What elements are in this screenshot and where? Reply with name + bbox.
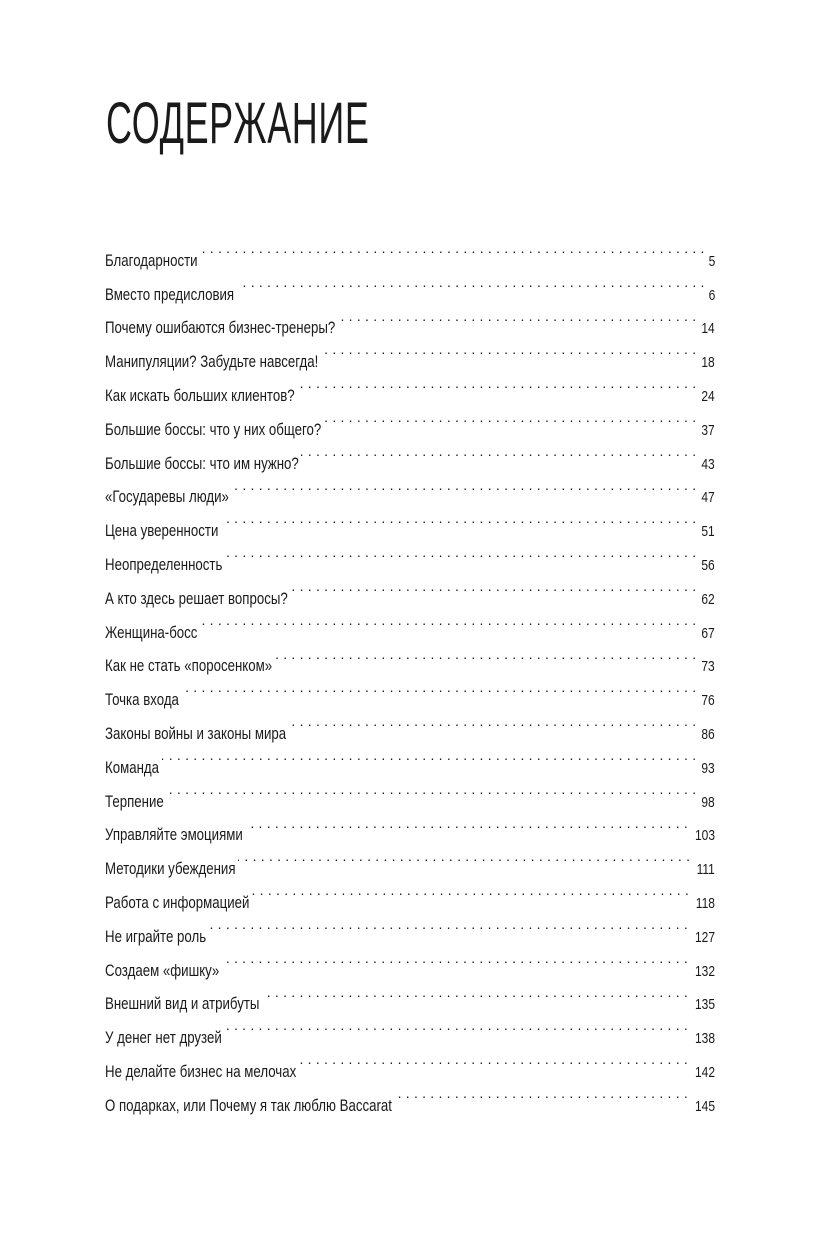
toc-entry-label: У денег нет друзей [105,1028,222,1048]
toc-entry-page: 37 [701,421,715,439]
toc-entry-page: 67 [701,624,715,642]
toc-entry-page: 76 [701,692,715,710]
toc-dot-leader [238,840,690,874]
toc-dot-leader [166,773,696,807]
toc-entry-page: 103 [694,827,715,845]
toc-entry-page: 6 [708,286,715,304]
toc-entry-page: 5 [708,252,715,270]
toc-entry-page: 73 [701,658,715,676]
toc-entry-page: 47 [701,489,715,507]
toc-entry-label: Терпение [105,791,164,811]
toc-dot-leader [225,536,696,570]
toc-dot-leader [324,401,696,435]
toc-entry-label: Точка входа [105,690,179,710]
toc-entry-label: Женщина-босс [105,622,198,642]
toc-dot-leader [162,739,696,773]
toc-entry [105,807,715,845]
toc-entry-label: Почему ошибаются бизнес-тренеры? [105,318,336,338]
toc-dot-leader [262,976,688,1010]
toc-entry-page: 43 [701,455,715,473]
toc-entry-label: Внешний вид и атрибуты [105,994,260,1014]
toc-dot-leader [209,908,688,942]
toc-entry-page: 56 [701,556,715,574]
toc-entry-label: Как не стать «поросенком» [105,656,273,676]
toc-entry [105,232,715,270]
toc-entry-label: Вместо предисловия [105,284,235,304]
toc-entry-label: Не играйте роль [105,926,207,946]
toc-dot-leader [181,671,696,705]
toc-entry-page: 86 [701,725,715,743]
toc-dot-leader [338,300,696,334]
toc-entry-page: 127 [694,928,715,946]
toc-entry-label: Создаем «фишку» [105,960,220,980]
toc-entry [105,705,715,743]
toc-entry-page: 132 [694,962,715,980]
toc-entry-label: Законы войны и законы мира [105,723,287,743]
toc-dot-leader [275,638,696,672]
toc-entry-page: 51 [701,523,715,541]
toc-entry-label: Методики убеждения [105,859,236,879]
toc-entry-label: Неопределенность [105,554,223,574]
toc-entry-label: Цена уверенности [105,521,219,541]
toc-entry-page: 18 [701,354,715,372]
toc-entry-page: 62 [701,590,715,608]
toc-dot-leader [200,232,705,266]
toc-dot-leader [237,266,705,300]
toc-entry-page: 93 [701,759,715,777]
toc-dot-leader [245,807,688,841]
toc-dot-leader [290,570,696,604]
toc-dot-leader [394,1077,688,1111]
toc-entry-page: 138 [694,1030,715,1048]
toc-entry-label: Как искать больших клиентов? [105,385,295,405]
toc-entry-page: 145 [694,1097,715,1115]
toc-dot-leader [252,874,689,908]
toc-dot-leader [221,502,696,536]
toc-entry-label: О подарках, или Почему я так люблю Baccarat [105,1095,392,1115]
toc-entry [105,773,715,811]
toc-dot-leader [222,942,688,976]
toc-dot-leader [299,1043,688,1077]
toc-entry-label: А кто здесь решает вопросы? [105,588,288,608]
toc-dot-leader [224,1009,688,1043]
toc-entry-page: 14 [701,320,715,338]
page-title: СОДЕРЖАНИЕ [106,91,370,156]
toc-entry-label: Большие боссы: что у них общего? [105,419,322,439]
toc-entry-label: Благодарности [105,250,198,270]
toc-entry-label: Команда [105,757,160,777]
toc-entry-label: Не делайте бизнес на мелочах [105,1061,297,1081]
toc-entry-label: Большие боссы: что им нужно? [105,453,299,473]
toc-dot-leader [289,705,696,739]
toc-entry-page: 98 [701,793,715,811]
toc-entry-page: 142 [694,1063,715,1081]
toc-entry-label: Манипуляции? Забудьте навсегда! [105,352,319,372]
toc-dot-leader [321,333,696,367]
toc-entry-page: 118 [695,894,715,912]
toc-dot-leader [200,604,696,638]
toc-entry-label: «Государевы люди» [105,487,229,507]
toc-entry-page: 135 [694,996,715,1014]
toc-dot-leader [297,367,696,401]
toc-entry-page: 111 [696,861,715,879]
table-of-contents [105,232,715,1115]
toc-entry-page: 24 [701,387,715,405]
toc-entry-label: Работа с информацией [105,892,250,912]
toc-entry-label: Управляйте эмоциями [105,825,243,845]
toc-entry [105,739,715,777]
toc-entry [105,671,715,710]
toc-dot-leader [231,469,696,503]
toc-dot-leader [301,435,696,469]
